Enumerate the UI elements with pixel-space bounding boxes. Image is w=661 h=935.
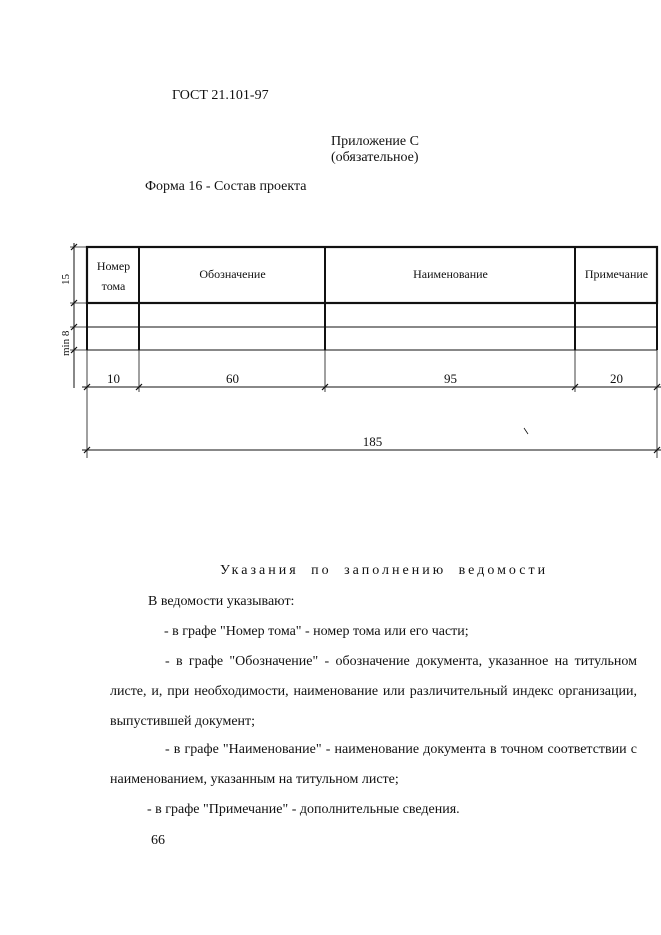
column-width-volume: 10 (107, 371, 120, 386)
instruction-item-name-line1: - в графе "Наименование" - наименование документа в точном соответствии с (165, 742, 637, 757)
column-header-note: Примечание (584, 267, 649, 281)
appendix-note: (обязательное) (331, 150, 419, 165)
document-standard-code: ГОСТ 21.101-97 (172, 88, 269, 103)
column-header-volume-number: Номер тома (96, 259, 131, 293)
appendix-title: Приложение С (331, 134, 419, 149)
instruction-item-designation-line3: выпустившей документ; (110, 714, 256, 729)
row-height-dimension: min 8 (60, 330, 72, 356)
instruction-item-designation-line2: листе, и, при необходимости, наименование или различительный индекс организации, (110, 684, 637, 699)
header-height-dimension: 15 (60, 274, 72, 285)
page-number: 66 (151, 833, 165, 848)
instruction-item-designation-line1: - в графе "Обозначение" - обозначение документа, указанное на титульном (165, 654, 637, 669)
instructions-intro: В ведомости указывают: (148, 594, 295, 609)
column-header-designation: Обозначение (199, 267, 266, 281)
column-header-name: Наименование (413, 267, 488, 281)
instruction-item-note: - в графе "Примечание" - дополнительные сведения. (147, 802, 460, 817)
total-width-dimension: 185 (362, 434, 383, 449)
column-width-designation: 60 (226, 371, 239, 386)
form-caption: Форма 16 - Состав проекта (145, 179, 307, 194)
instruction-item-name-line2: наименованием, указанным на титульном листе; (110, 772, 399, 787)
column-width-note: 20 (610, 371, 623, 386)
column-width-name: 95 (444, 371, 457, 386)
instruction-item-volume: - в графе "Номер тома" - номер тома или его части; (164, 624, 469, 639)
instructions-heading: Указания по заполнению ведомости (220, 563, 549, 578)
